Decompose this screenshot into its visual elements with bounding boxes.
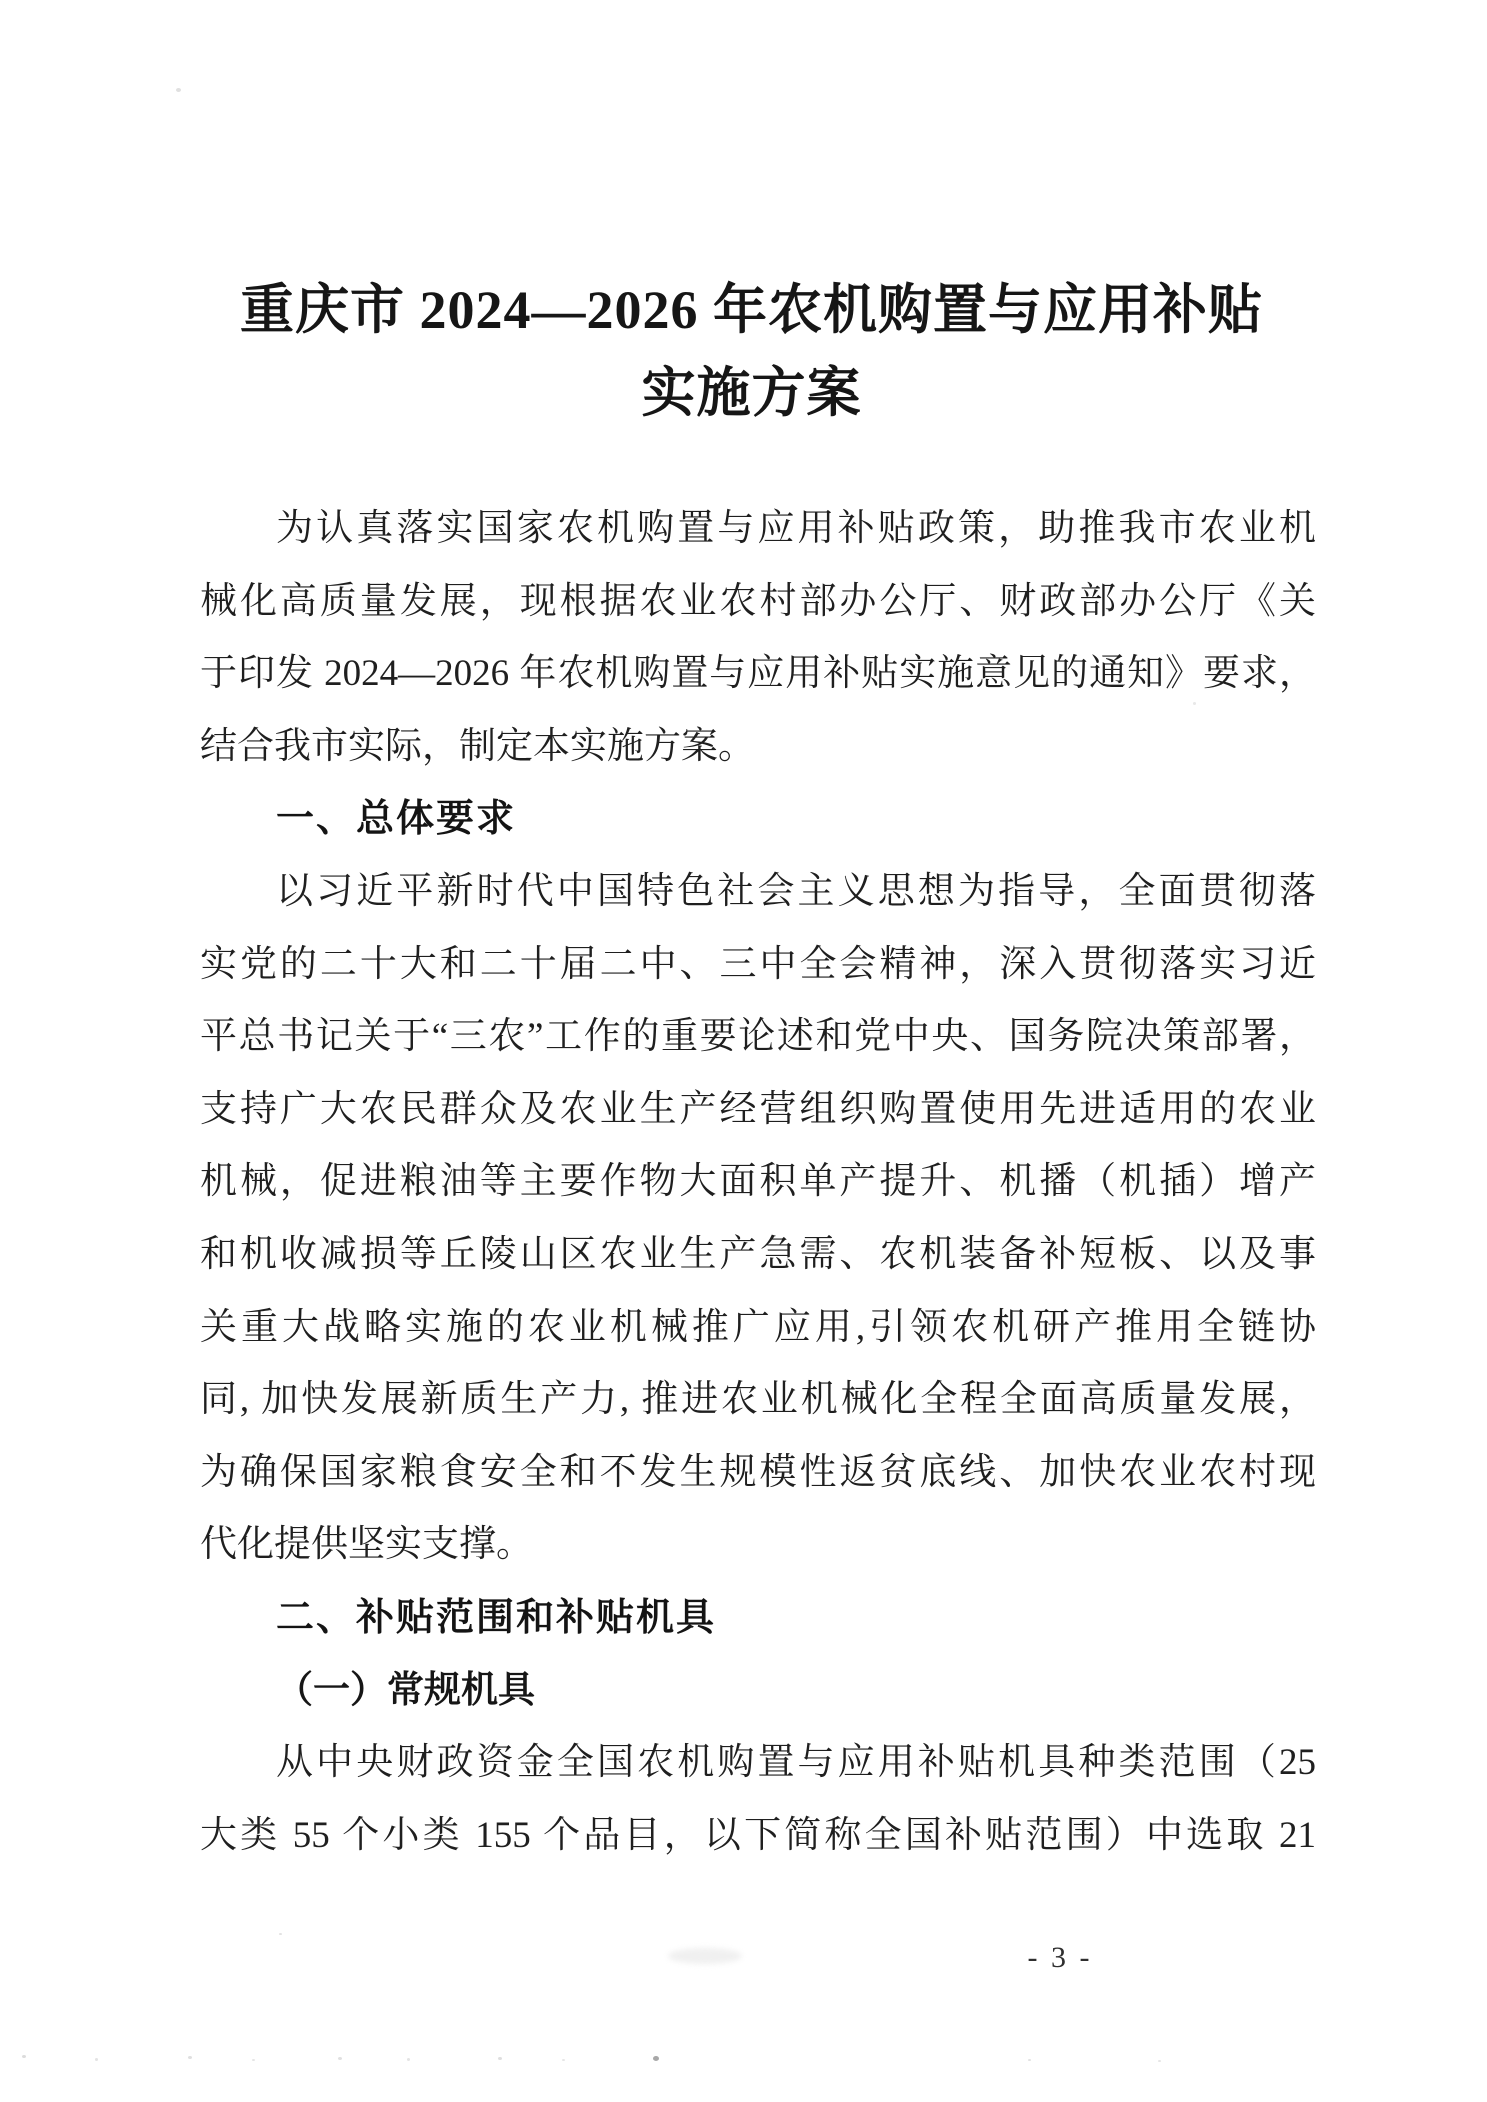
paragraph-line: 平总书记关于“三农”工作的重要论述和党中央、国务院决策部署， <box>200 1016 1316 1058</box>
paragraph-line: 实党的二十大和二十届二中、三中全会精神，深入贯彻落实习近 <box>200 943 1316 985</box>
scan-speck <box>1028 2059 1031 2061</box>
subheading-regular-machinery: （一）常规机具 <box>276 1669 535 1711</box>
heading-subsidy-scope: 二、补贴范围和补贴机具 <box>276 1596 717 1639</box>
heading-overall-requirements: 一、总体要求 <box>276 798 517 841</box>
paragraph-line: 械化高质量发展，现根据农业农村部办公厅、财政部办公厅《关 <box>200 580 1316 622</box>
paragraph-line: 大类 55 个小类 155 个品目，以下简称全国补贴范围）中选取 21 <box>200 1814 1316 1856</box>
scan-speck <box>22 2055 26 2058</box>
scan-speck <box>1193 702 1196 705</box>
scan-speck <box>176 88 181 92</box>
page-number: - 3 - <box>1027 1941 1093 1974</box>
document-title <box>8 269 1487 435</box>
scan-smudge <box>668 1948 742 1964</box>
paragraph-line: 结合我市实际，制定本实施方案。 <box>200 725 755 767</box>
paragraph-line: 和机收减损等丘陵山区农业生产急需、农机装备补短板、以及事 <box>200 1233 1316 1275</box>
paragraph-line: 同, 加快发展新质生产力, 推进农业机械化全程全面高质量发展， <box>200 1379 1316 1421</box>
scan-speck <box>498 2057 502 2060</box>
scan-speck <box>252 2059 255 2061</box>
scan-speck <box>562 2059 565 2061</box>
scan-speck <box>279 1933 282 1935</box>
paragraph-line: 关重大战略实施的农业机械推广应用,引领农机研产推用全链协 <box>200 1306 1316 1348</box>
paragraph-line: 为认真落实国家农机购置与应用补贴政策，助推我市农业机 <box>276 508 1316 549</box>
paragraph-line: 于印发 2024—2026 年农机购置与应用补贴实施意见的通知》要求， <box>200 653 1316 695</box>
scan-speck <box>95 2058 98 2061</box>
document-body <box>200 493 1316 1872</box>
scan-speck <box>653 2056 659 2061</box>
document-title-line-2: 实施方案 <box>641 363 862 423</box>
paragraph-line: 以习近平新时代中国特色社会主义思想为指导，全面贯彻落 <box>276 870 1316 912</box>
scan-speck <box>338 2057 342 2060</box>
scan-speck <box>188 2056 192 2059</box>
paragraph-line: 为确保国家粮食安全和不发生规模性返贫底线、加快农业农村现 <box>200 1451 1316 1493</box>
document-title-line-1: 重庆市 2024—2026 年农机购置与应用补贴 <box>240 280 1263 340</box>
scan-speck <box>407 2058 410 2061</box>
paragraph-line: 支持广大农民群众及农业生产经营组织购置使用先进适用的农业 <box>200 1088 1316 1130</box>
paragraph-line: 机械，促进粮油等主要作物大面积单产提升、机播（机插）增产 <box>200 1161 1316 1203</box>
paragraph-line: 代化提供坚实支撑。 <box>200 1524 533 1566</box>
paragraph-line: 从中央财政资金全国农机购置与应用补贴机具种类范围（25 <box>276 1742 1316 1784</box>
scan-speck <box>1158 2060 1161 2062</box>
